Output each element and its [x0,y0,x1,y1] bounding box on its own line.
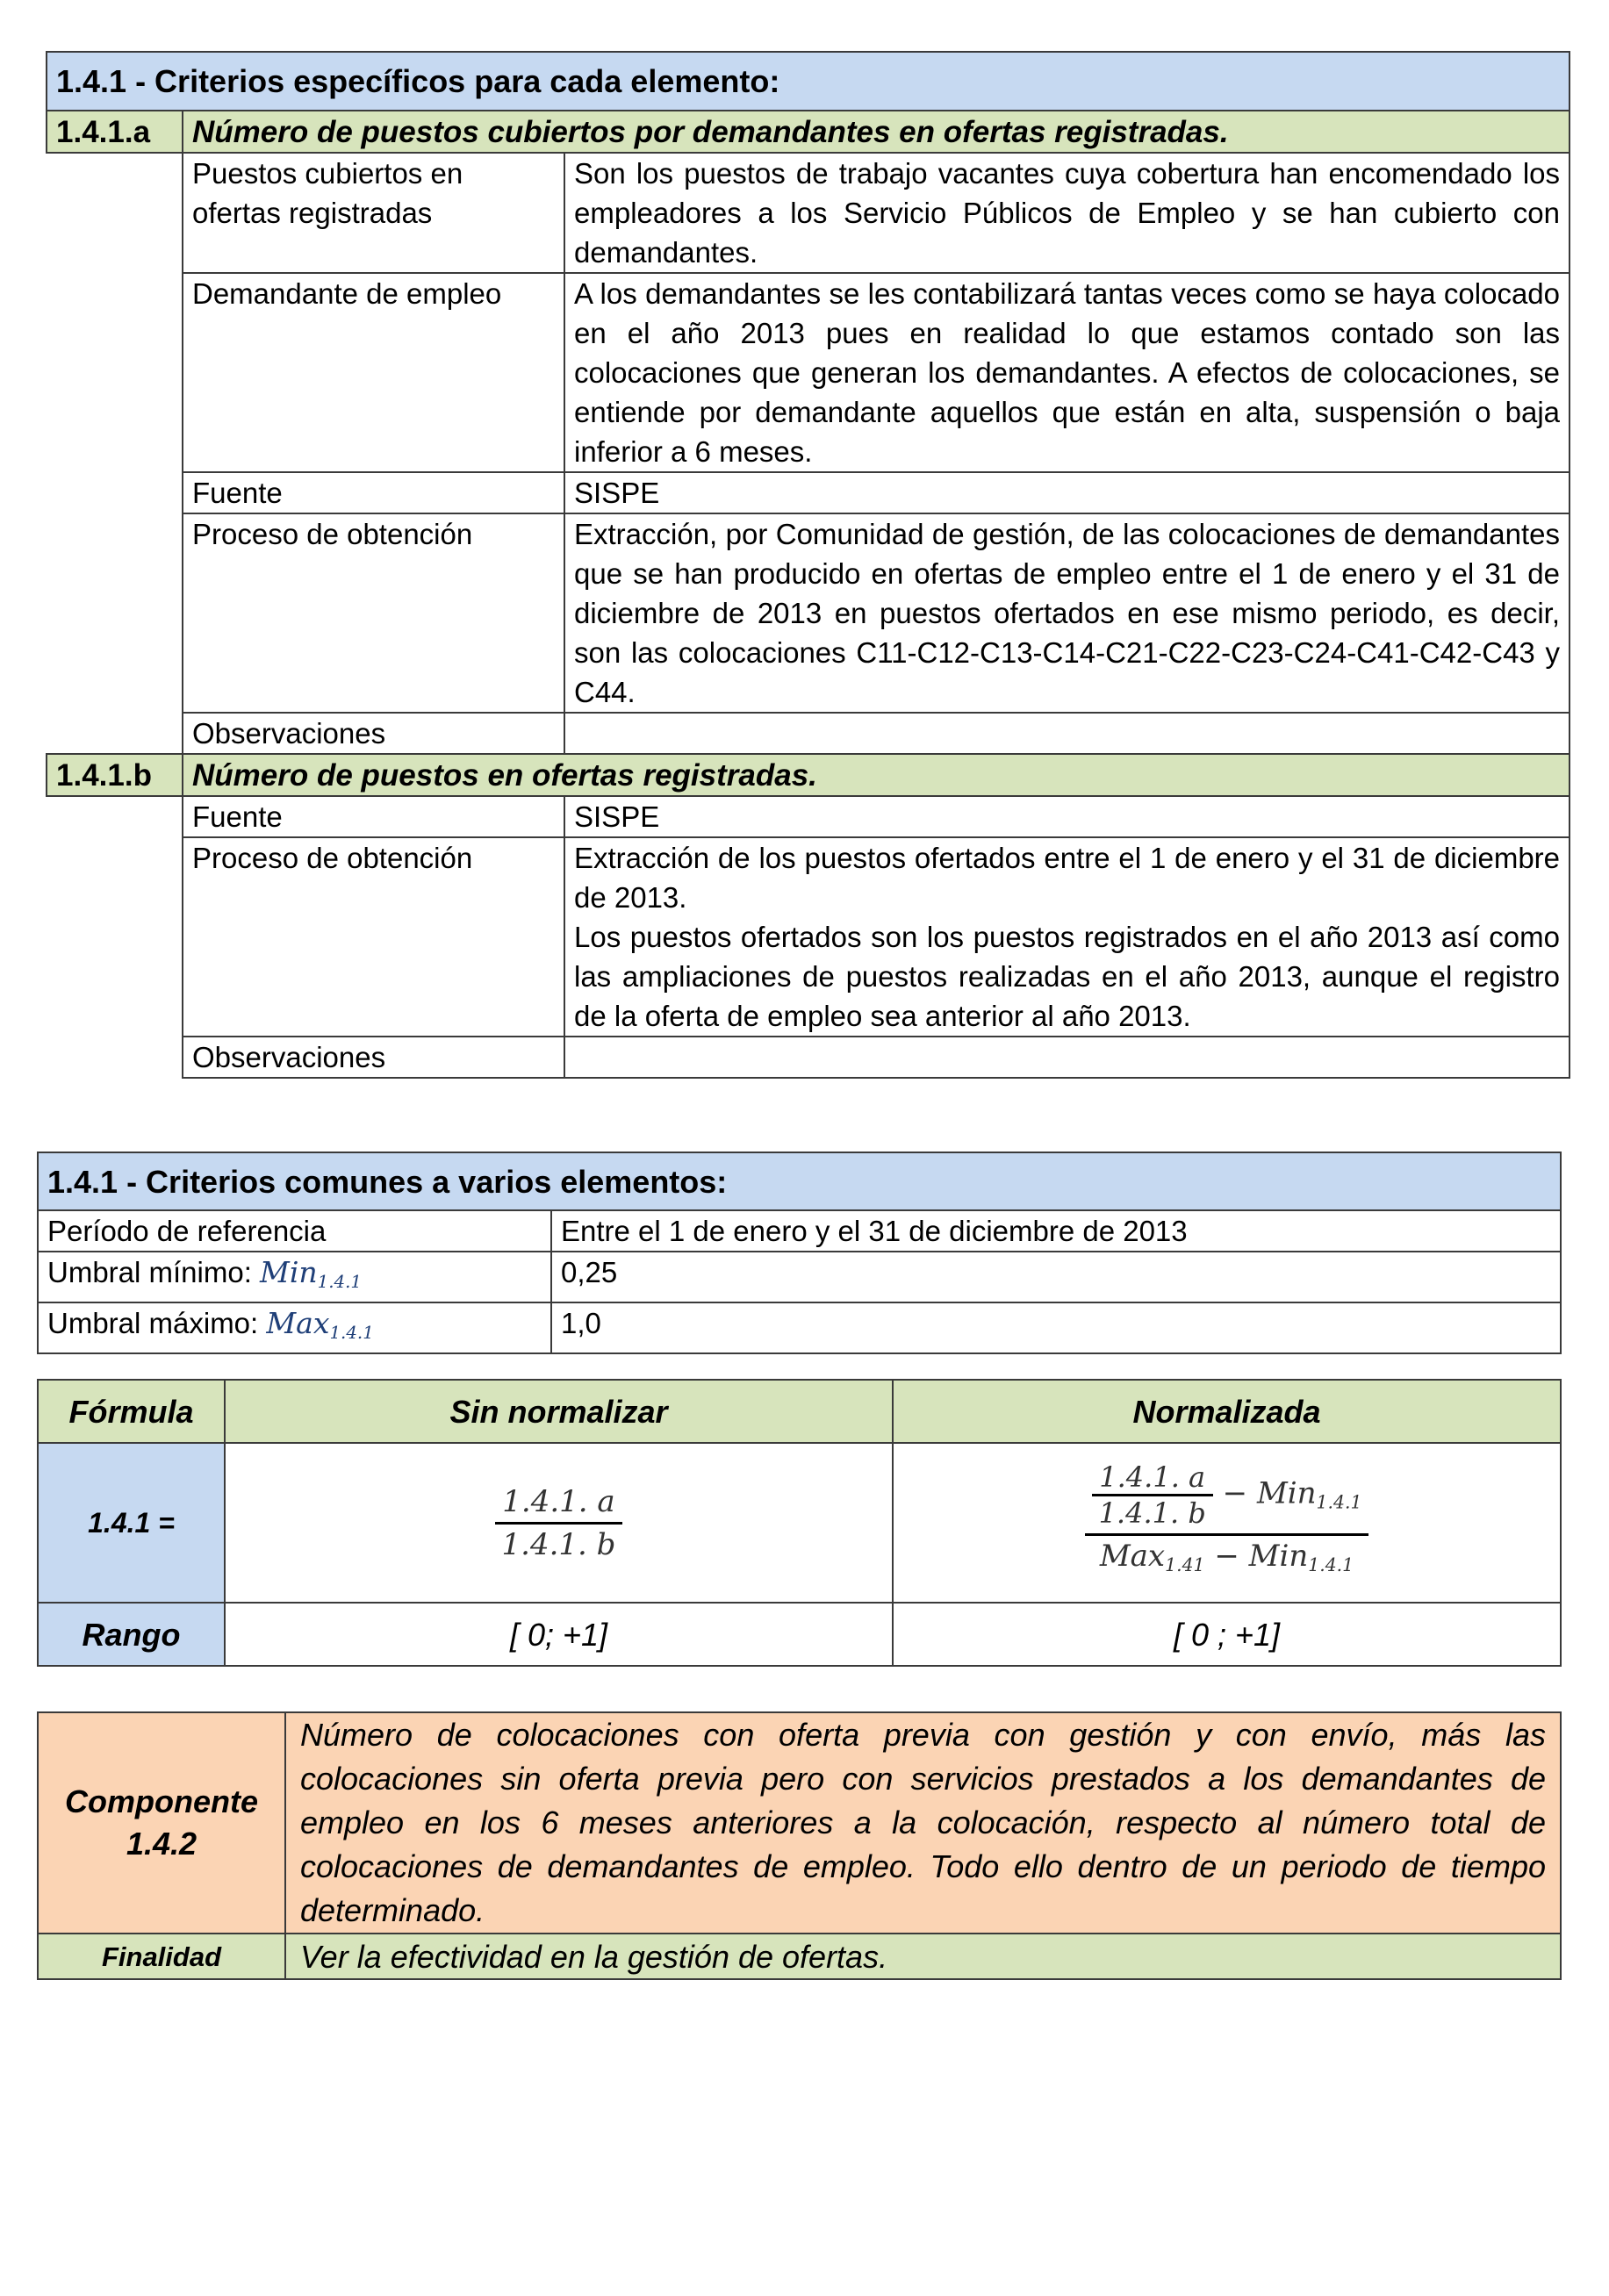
min-symbol: Min$_{1.4.1}$ [260,1255,362,1292]
element-b-code: 1.4.1.b [47,754,183,796]
common-criteria-table [37,1152,1562,1354]
a-label-proceso: Proceso de obtención [183,513,564,713]
a-label-demandante: Demandante de empleo [183,273,564,472]
b-value-proceso-line2: Los puestos ofertados son los puestos registrados en el año 2013 así como las ampliaciones de puestos realizadas en el año 2013, aunque el registro de la oferta de empleo sea anterior al año 2013. [574,921,1561,1032]
inner-fraction: $\frac{1.4.1. a}{1.4.1. b}$ [1092,1460,1213,1530]
formula-raw [225,1443,893,1603]
raw-fraction: $\frac{1.4.1. a}{1.4.1. b}$ [495,1482,623,1565]
a-value-observaciones [564,713,1569,754]
range-raw: [ 0; +1] [225,1603,893,1666]
range-label: Rango [38,1603,225,1666]
b-value-fuente: SISPE [564,796,1569,837]
b-label-observaciones: Observaciones [183,1037,564,1078]
max-threshold-value: 1,0 [551,1302,1561,1353]
formula-label: 1.4.1 = [38,1443,225,1603]
a-label-puestos: Puestos cubiertos en ofertas registradas [183,153,564,273]
common-criteria-title: 1.4.1 - Criterios comunes a varios elementos: [38,1152,1561,1210]
min-threshold-label: Umbral mínimo: Min$_{1.4.1}$ [38,1252,551,1302]
component-description: Número de colocaciones con oferta previa con gestión y con envío, más las colocaciones sin oferta previa pero con servicios prestados a los demandantes de empleo en los 6 meses anteriores a la colocación, respecto al número total de colocaciones de demandantes de empleo. Todo ello dentro de un periodo de tiempo determinado. [285,1712,1561,1934]
finalidad-value: Ver la efectividad en la gestión de ofertas. [285,1934,1561,1979]
formula-table [37,1379,1562,1667]
element-a-code: 1.4.1.a [47,111,183,153]
b-label-proceso: Proceso de obtención [183,837,564,1037]
formula-normalized [893,1443,1561,1603]
max-symbol: Max$_{1.4.1}$ [266,1305,374,1343]
period-label: Período de referencia [38,1210,551,1252]
a-value-puestos: Son los puestos de trabajo vacantes cuya cobertura han encomendado los empleadores a los Servicio Públicos de Empleo y se han cubierto con demandantes. [564,153,1569,273]
finalidad-label: Finalidad [38,1934,285,1979]
formula-header-raw: Sin normalizar [225,1380,893,1443]
b-value-proceso [564,837,1569,1037]
min-threshold-value: 0,25 [551,1252,1561,1302]
period-value: Entre el 1 de enero y el 31 de diciembre de 2013 [551,1210,1561,1252]
b-value-observaciones [564,1037,1569,1078]
formula-header-normalized: Normalizada [893,1380,1561,1443]
specific-criteria-title: 1.4.1 - Criterios específicos para cada elemento: [47,52,1569,111]
max-threshold-label: Umbral máximo: Max$_{1.4.1}$ [38,1302,551,1353]
formula-header-formula: Fórmula [38,1380,225,1443]
range-normalized: [ 0 ; +1] [893,1603,1561,1666]
b-label-fuente: Fuente [183,796,564,837]
a-value-proceso: Extracción, por Comunidad de gestión, de las colocaciones de demandantes que se han producido en ofertas de empleo entre el 1 de enero y el 31 de diciembre de 2013 en puestos ofertados en ese mismo periodo, es decir, son las colocaciones C11-C12-C13-C14-C21-C22-C23-C24-C41-C42-C43 y C44. [564,513,1569,713]
specific-criteria-table [46,51,1570,1079]
element-b-title: Número de puestos en ofertas registradas. [183,754,1569,796]
element-a-title: Número de puestos cubiertos por demandantes en ofertas registradas. [183,111,1569,153]
a-value-fuente: SISPE [564,472,1569,513]
normalized-fraction: $\frac{1.4.1. a}{1.4.1. b}$ − Min$_{1.4.1}$ Max$_{1.41}$ − Min$_{1.4.1}$ [1085,1460,1369,1585]
a-label-observaciones: Observaciones [183,713,564,754]
component-table [37,1711,1562,1980]
b-value-proceso-line1: Extracción de los puestos ofertados entre el 1 de enero y el 31 de diciembre de 2013. [574,842,1561,914]
component-label: Componente 1.4.2 [38,1712,285,1934]
a-label-fuente: Fuente [183,472,564,513]
a-value-demandante: A los demandantes se les contabilizará tantas veces como se haya colocado en el año 2013 pues en realidad lo que estamos contado son las colocaciones que generan los demandantes. A efectos de colocaciones, se entiende por demandante aquellos que están en alta, suspensión o baja inferior a 6 meses. [564,273,1569,472]
